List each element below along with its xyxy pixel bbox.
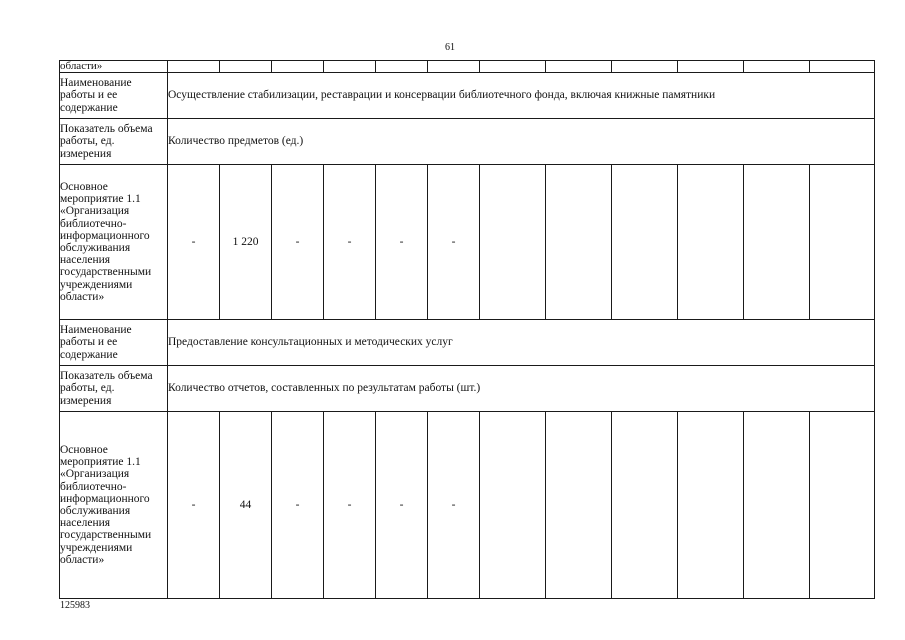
activity-label: Основное мероприятие 1.1 «Организация библиотечно-информационного обслуживания населения государственными учреждениями области» <box>60 412 168 599</box>
empty-cell <box>810 61 875 73</box>
work-name-row <box>60 73 875 119</box>
work-name-value: Осуществление стабилизации, реставрации и консервации библиотечного фонда, включая книжные памятники <box>168 73 875 119</box>
value-cell <box>480 165 546 320</box>
activity-label: Основное мероприятие 1.1 «Организация библиотечно-информационного обслуживания населения государственными учреждениями области» <box>60 165 168 320</box>
indicator-value: Количество отчетов, составленных по результатам работы (шт.) <box>168 366 875 412</box>
empty-cell <box>272 61 324 73</box>
empty-cell <box>220 61 272 73</box>
value-cell: 1 220 <box>220 165 272 320</box>
value-cell <box>480 412 546 599</box>
work-name-row <box>60 320 875 366</box>
value-cell <box>546 165 612 320</box>
value-cell <box>810 412 875 599</box>
document-code: 125983 <box>60 600 90 611</box>
value-cell: - <box>168 412 220 599</box>
activity-row <box>60 412 875 599</box>
value-cell <box>744 165 810 320</box>
value-cell: - <box>376 412 428 599</box>
value-cell <box>744 412 810 599</box>
indicator-label: Показатель объема работы, ед. измерения <box>60 366 168 412</box>
empty-cell <box>480 61 546 73</box>
value-cell: - <box>324 165 376 320</box>
value-cell: - <box>272 165 324 320</box>
page-number: 61 <box>445 42 455 53</box>
value-cell: - <box>428 412 480 599</box>
indicator-label: Показатель объема работы, ед. измерения <box>60 119 168 165</box>
budget-table <box>59 60 875 599</box>
work-name-value: Предоставление консультационных и методических услуг <box>168 320 875 366</box>
empty-cell <box>376 61 428 73</box>
value-cell: - <box>428 165 480 320</box>
work-name-label: Наименование работы и ее содержание <box>60 73 168 119</box>
value-cell <box>546 412 612 599</box>
value-cell <box>612 165 678 320</box>
empty-cell <box>324 61 376 73</box>
empty-cell <box>428 61 480 73</box>
value-cell: - <box>376 165 428 320</box>
value-cell: - <box>168 165 220 320</box>
value-cell <box>678 412 744 599</box>
empty-cell <box>546 61 612 73</box>
indicator-row <box>60 366 875 412</box>
work-name-label: Наименование работы и ее содержание <box>60 320 168 366</box>
value-cell <box>678 165 744 320</box>
value-cell <box>810 165 875 320</box>
empty-cell <box>678 61 744 73</box>
empty-cell <box>168 61 220 73</box>
continuation-row <box>60 61 875 73</box>
indicator-value: Количество предметов (ед.) <box>168 119 875 165</box>
value-cell: - <box>272 412 324 599</box>
empty-cell <box>612 61 678 73</box>
value-cell <box>612 412 678 599</box>
indicator-row <box>60 119 875 165</box>
activity-row <box>60 165 875 320</box>
value-cell: 44 <box>220 412 272 599</box>
empty-cell <box>744 61 810 73</box>
continuation-label: области» <box>60 61 168 73</box>
value-cell: - <box>324 412 376 599</box>
